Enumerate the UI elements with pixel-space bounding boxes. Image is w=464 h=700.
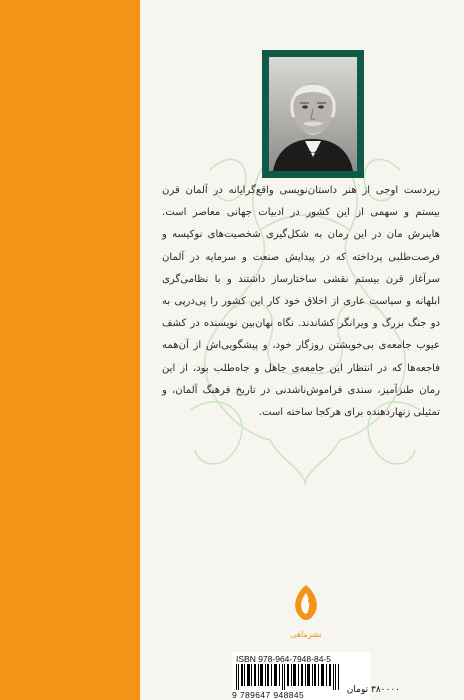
author-portrait-image <box>269 57 357 171</box>
back-cover-blurb: زیردست اوجی از هنر داستان‌نویسی واقع‌گرایانه در آلمان قرن بیستم و سهمی از این کشور در ادبیات جهانی معاصر است. هاینرش مان در این رمان به شکل‌گیری شخصیت‌های نوکیسه و فرصت‌طلبی پرداخته که در پیدایش صنعت و سرمایه در آلمان سرآغاز قرن بیستم نقشی ساختارساز داشتند و با نظامی‌گری ابلهانه و سیاست عاری از اخلاق خود کار این کشور را پی‌درپی به دو جنگ بزرگ و ویرانگر کشاندند. نگاه نهان‌بین نویسنده در کشف عیوب جامعه‌ی بی‌خویشتن روزگار خود، و پیشگویی‌اش از آن‌همه فاجعه‌ها که در انتظار این جامعه‌ی جاهل و جاه‌طلب بود، از این رمان طنزآمیز، سندی فراموش‌ناشدنی در تاریخ فرهنگ آلمان، و تمثیلی زنهاردهنده برای هرکجا ساخته است. <box>162 185 440 419</box>
barcode-digits: 9 789647 948845 <box>232 690 305 700</box>
author-portrait-frame <box>262 50 364 178</box>
isbn-text: ISBN 978-964-7948-84-5 <box>236 654 331 664</box>
publisher-fish-logo-icon <box>284 583 328 643</box>
barcode-icon <box>236 664 340 690</box>
price-label: ۳۸۰۰۰۰ تومان <box>346 685 400 695</box>
orange-spine-band <box>0 0 140 700</box>
publisher-logo-text: نشرماهی <box>290 630 322 639</box>
